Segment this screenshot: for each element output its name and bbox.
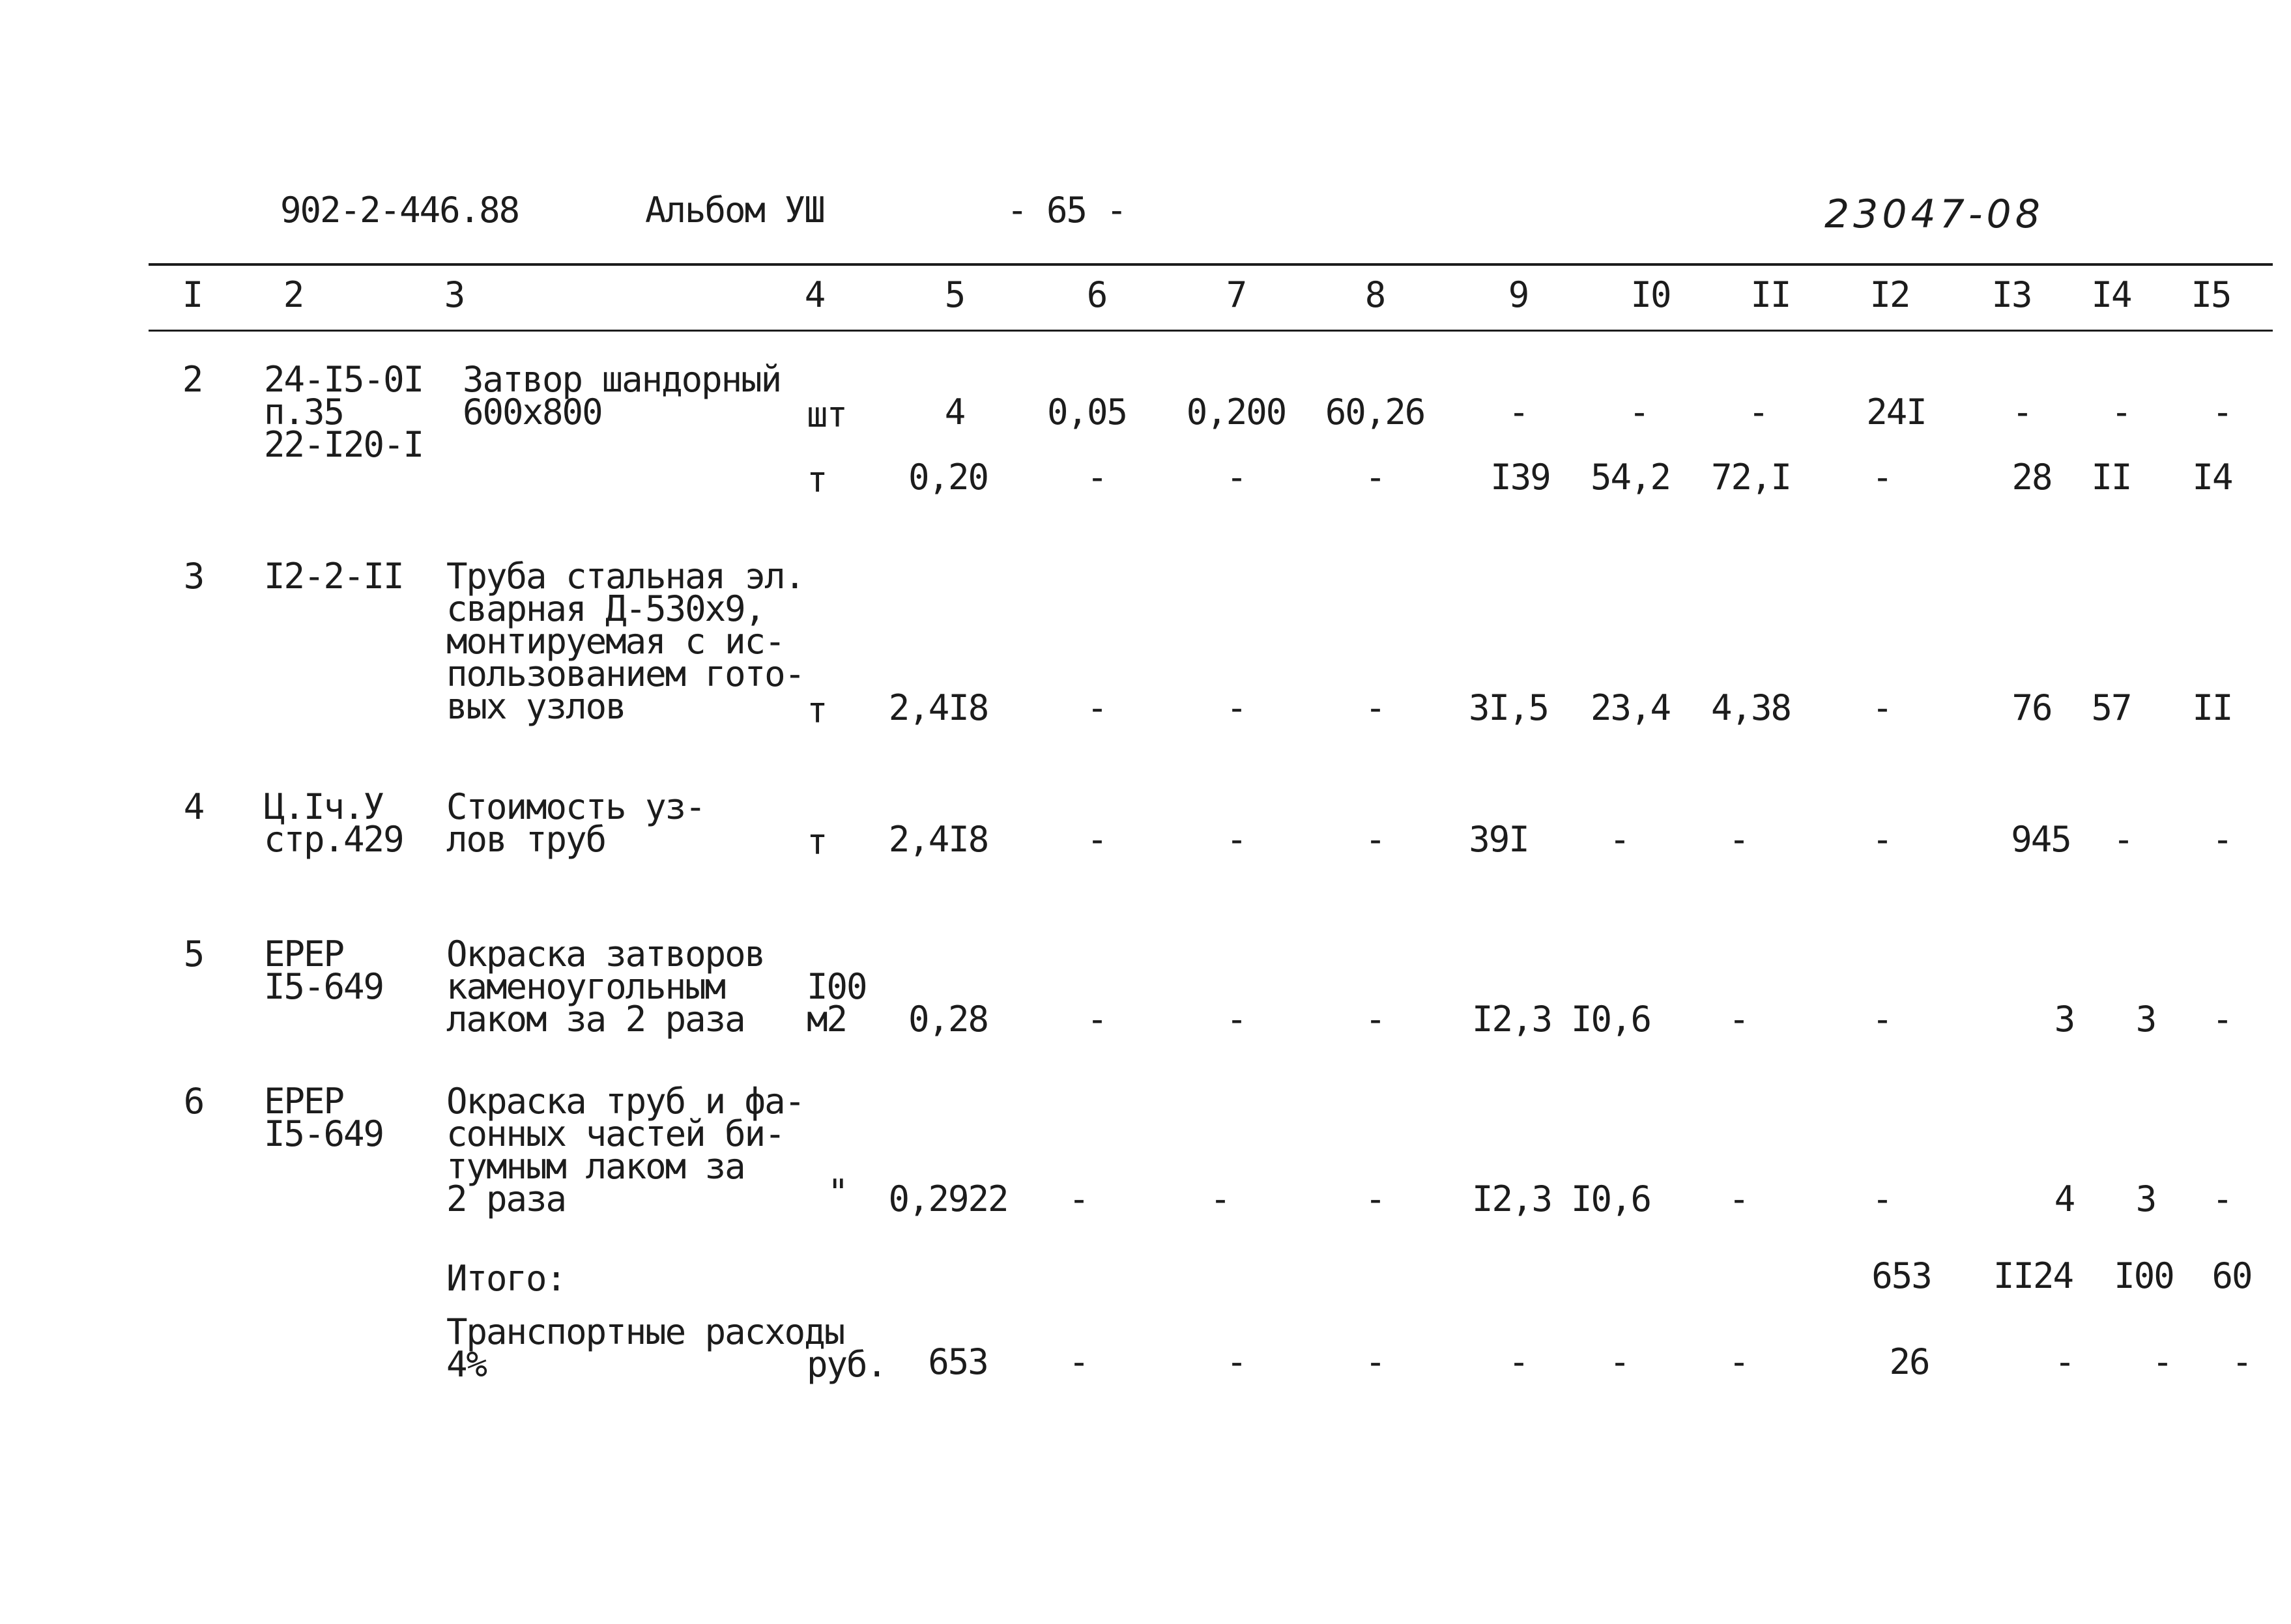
cell: - bbox=[1871, 457, 1892, 498]
cell: - bbox=[1508, 392, 1529, 433]
description-line: тумным лаком за bbox=[446, 1146, 745, 1187]
cell: II bbox=[2192, 687, 2232, 728]
cell: 0,20 bbox=[908, 457, 988, 498]
cell: 653 bbox=[928, 1341, 988, 1382]
col-header: II bbox=[1750, 274, 1791, 315]
cell: 60,26 bbox=[1325, 392, 1425, 433]
col-header: 4 bbox=[804, 274, 825, 315]
cell: - bbox=[1728, 999, 1749, 1040]
description-line: лаком за 2 раза bbox=[446, 999, 745, 1040]
cell: - bbox=[2212, 999, 2232, 1040]
cell: I39 bbox=[1490, 457, 1550, 498]
cell: - bbox=[1628, 392, 1649, 433]
ref-line: ЕРЕР bbox=[264, 933, 344, 975]
cell: 24I bbox=[1866, 392, 1926, 433]
col-header: I2 bbox=[1869, 274, 1910, 315]
cell: - bbox=[1226, 687, 1246, 728]
description-line: Стоимость уз- bbox=[446, 786, 705, 827]
cell: - bbox=[2112, 819, 2133, 860]
cell: - bbox=[1226, 819, 1246, 860]
cell: II bbox=[2091, 457, 2131, 498]
page-number: - 65 - bbox=[1007, 190, 1127, 231]
cell: 2,4I8 bbox=[888, 819, 988, 860]
cell: 0,2922 bbox=[888, 1178, 1008, 1219]
cell: 76 bbox=[2011, 687, 2052, 728]
cell: - bbox=[1086, 687, 1107, 728]
cell: 72,I bbox=[1710, 457, 1791, 498]
cell: - bbox=[1068, 1178, 1089, 1219]
unit-cell: т bbox=[807, 459, 827, 500]
description-line: 600х800 bbox=[463, 392, 602, 433]
description-line: Окраска затворов bbox=[446, 933, 765, 975]
col-header: 8 bbox=[1364, 274, 1385, 315]
cell: - bbox=[2231, 1341, 2252, 1382]
cell: 3 bbox=[2135, 999, 2156, 1040]
cell: 57 bbox=[2091, 687, 2131, 728]
cell: - bbox=[1086, 999, 1107, 1040]
cell: I4 bbox=[2192, 457, 2232, 498]
ref-line: стр.429 bbox=[264, 819, 403, 860]
description-line: каменоугольным bbox=[446, 966, 725, 1007]
cell: - bbox=[1871, 687, 1892, 728]
cell: - bbox=[2111, 392, 2131, 433]
ref-line: п.35 bbox=[264, 392, 344, 433]
total-value: 60 bbox=[2212, 1255, 2252, 1296]
ref-line: I2-2-II bbox=[264, 556, 403, 597]
cell: - bbox=[1871, 1178, 1892, 1219]
cell: - bbox=[2011, 392, 2032, 433]
cell: - bbox=[1364, 1341, 1385, 1382]
unit-cell: м2 bbox=[807, 999, 847, 1040]
cell: - bbox=[1728, 1178, 1749, 1219]
cell: - bbox=[1226, 1341, 1246, 1382]
cell: 945 bbox=[2011, 819, 2071, 860]
col-header: I3 bbox=[1991, 274, 2032, 315]
cell: 54,2 bbox=[1590, 457, 1671, 498]
cell: - bbox=[1728, 819, 1749, 860]
description-line: Труба стальная эл. bbox=[446, 556, 805, 597]
cell: 0,200 bbox=[1186, 392, 1286, 433]
transport-label: Транспортные расходы bbox=[446, 1311, 844, 1352]
cell: - bbox=[1364, 999, 1385, 1040]
cell: - bbox=[1364, 819, 1385, 860]
col-header: I0 bbox=[1630, 274, 1671, 315]
cell: - bbox=[2212, 819, 2232, 860]
cell: 39I bbox=[1469, 819, 1529, 860]
cell: - bbox=[1748, 392, 1768, 433]
cell: - bbox=[1508, 1341, 1529, 1382]
album-label: Альбом УШ bbox=[645, 190, 824, 231]
cell: 23,4 bbox=[1590, 687, 1671, 728]
col-header: 7 bbox=[1226, 274, 1246, 315]
cell: - bbox=[1226, 457, 1246, 498]
total-value: 653 bbox=[1871, 1255, 1931, 1296]
total-value: I00 bbox=[2114, 1255, 2174, 1296]
cell: - bbox=[1728, 1341, 1749, 1382]
ref-line: 24-I5-0I bbox=[264, 359, 424, 400]
description-line: лов труб bbox=[446, 819, 606, 860]
cell: - bbox=[1086, 819, 1107, 860]
cell: 2,4I8 bbox=[888, 687, 988, 728]
cell: 3 bbox=[2135, 1178, 2156, 1219]
unit-cell: шт bbox=[807, 394, 847, 435]
document-code: 902-2-446.88 bbox=[280, 190, 519, 231]
col-header: I bbox=[182, 274, 203, 315]
cell: - bbox=[1086, 457, 1107, 498]
cell: - bbox=[1609, 1341, 1630, 1382]
cell: - bbox=[1364, 457, 1385, 498]
col-header: 5 bbox=[944, 274, 965, 315]
cell: 0,28 bbox=[908, 999, 988, 1040]
cell: 4 bbox=[2054, 1178, 2075, 1219]
cell: - bbox=[2054, 1341, 2075, 1382]
handwritten-stamp: 23047-08 bbox=[1824, 192, 2044, 237]
ref-line: I5-649 bbox=[264, 1113, 384, 1154]
col-header: 6 bbox=[1086, 274, 1107, 315]
total-label: Итого: bbox=[446, 1258, 566, 1299]
description-line: Затвор шандорный bbox=[463, 359, 781, 400]
cell: I2,3 bbox=[1471, 1178, 1552, 1219]
cell: - bbox=[1209, 1178, 1230, 1219]
cell: 3 bbox=[2054, 999, 2075, 1040]
cell: - bbox=[2212, 1178, 2232, 1219]
ref-line: 22-I20-I bbox=[264, 424, 424, 465]
ref-line: ЕРЕР bbox=[264, 1081, 344, 1122]
description-line: 2 раза bbox=[446, 1178, 566, 1219]
description-line: сонных частей би- bbox=[446, 1113, 785, 1154]
total-value: II24 bbox=[1993, 1255, 2073, 1296]
cell: 4 bbox=[944, 392, 965, 433]
row-number: 3 bbox=[183, 556, 204, 597]
cell: I0,6 bbox=[1570, 999, 1651, 1040]
row-number: 5 bbox=[183, 933, 204, 975]
unit-cell: руб. bbox=[807, 1344, 887, 1385]
description-line: монтируемая с ис- bbox=[446, 621, 785, 662]
col-header: I4 bbox=[2091, 274, 2131, 315]
cell: 0,05 bbox=[1046, 392, 1127, 433]
unit-cell: т bbox=[807, 821, 827, 862]
top-rule bbox=[149, 263, 2273, 266]
cell: I0,6 bbox=[1570, 1178, 1651, 1219]
cell: - bbox=[1068, 1341, 1089, 1382]
cell: - bbox=[1226, 999, 1246, 1040]
col-header: 3 bbox=[444, 274, 465, 315]
cell: 26 bbox=[1889, 1341, 1929, 1382]
cell: 3I,5 bbox=[1468, 687, 1549, 728]
unit-cell: т bbox=[807, 690, 827, 731]
description-line: пользованием гото- bbox=[446, 653, 805, 694]
col-header: I5 bbox=[2191, 274, 2231, 315]
cell: - bbox=[1364, 1178, 1385, 1219]
cell: - bbox=[1364, 687, 1385, 728]
cell: - bbox=[2212, 392, 2232, 433]
cell: 4,38 bbox=[1710, 687, 1791, 728]
ref-line: I5-649 bbox=[264, 966, 384, 1007]
unit-cell: " bbox=[828, 1172, 848, 1213]
header-rule bbox=[149, 330, 2273, 332]
col-header: 2 bbox=[283, 274, 304, 315]
col-header: 9 bbox=[1508, 274, 1529, 315]
cell: - bbox=[1609, 819, 1630, 860]
ref-line: Ц.Iч.У bbox=[264, 786, 384, 827]
cell: - bbox=[2152, 1341, 2172, 1382]
cell: - bbox=[1871, 999, 1892, 1040]
row-number: 6 bbox=[183, 1081, 204, 1122]
description-line: сварная Д-530х9, bbox=[446, 588, 765, 629]
description-line: Окраска труб и фа- bbox=[446, 1081, 805, 1122]
unit-cell: I00 bbox=[807, 966, 867, 1007]
row-number: 2 bbox=[182, 359, 203, 400]
cell: - bbox=[1871, 819, 1892, 860]
transport-label: 4% bbox=[446, 1344, 487, 1385]
row-number: 4 bbox=[183, 786, 204, 827]
cell: 28 bbox=[2011, 457, 2052, 498]
cell: I2,3 bbox=[1471, 999, 1552, 1040]
description-line: вых узлов bbox=[446, 686, 626, 727]
